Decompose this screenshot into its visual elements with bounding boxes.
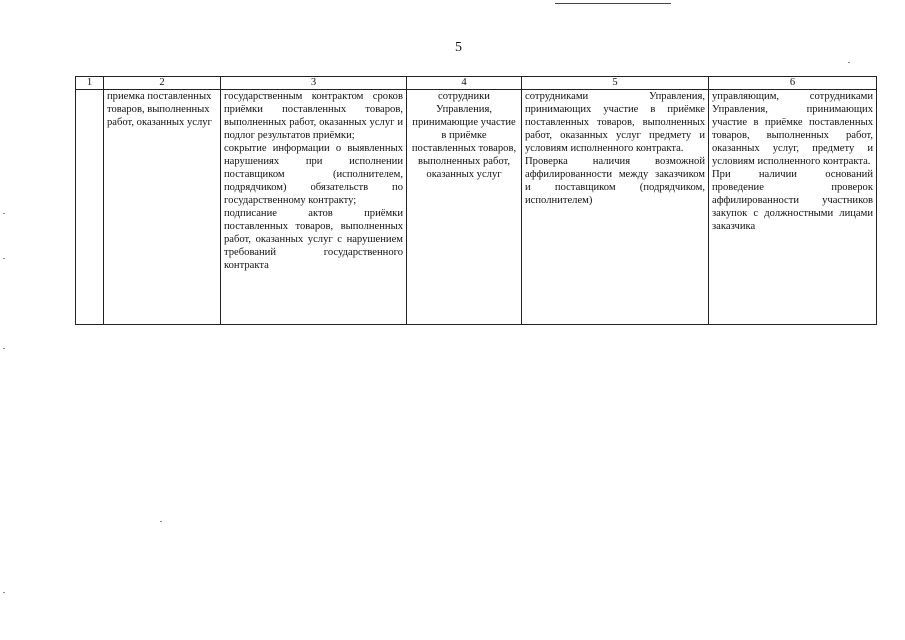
cell-number (76, 90, 104, 325)
measure-item: При наличии оснований проведение проверок аффилированности участников закупок с должностными лицами заказчика (712, 169, 873, 232)
top-rule (555, 3, 671, 4)
scan-speck (3, 348, 5, 349)
scan-speck (3, 258, 5, 259)
header-cell-2: 2 (104, 77, 221, 90)
scan-speck (3, 592, 5, 593)
measure-item: управляющим, сотрудниками Управления, принимающих участие в приёмке поставленных товаров, выполненных работ, оказанных услуг, предмету и условиям исполненного контракта. (712, 91, 873, 167)
table-row (76, 90, 877, 325)
risk-item: сокрытие информации о выявленных нарушениях при исполнении поставщиком (исполнителем, подрядчиком) обязательств по государственному контракту; (224, 143, 403, 206)
table-header-row (76, 77, 877, 90)
risk-item: государственным контрактом сроков приёмки поставленных товаров, выполненных работ, оказанных услуг и подлог результатов приёмки; (224, 91, 403, 141)
scan-speck (3, 213, 5, 214)
scan-speck (848, 62, 850, 63)
cell-officials (407, 90, 522, 325)
cell-risks (221, 90, 407, 325)
header-cell-3: 3 (221, 77, 407, 90)
risk-item: подписание актов приёмки поставленных товаров, выполненных работ, оказанных услуг с нарушением требований государственного контракта (224, 208, 403, 271)
control-item: сотрудниками Управления, принимающих участие в приёмке поставленных товаров, выполненных работ, оказанных услуг предмету и условиям исполненного контракта. (525, 91, 705, 154)
cell-measures (709, 90, 877, 325)
measures-table (75, 76, 877, 325)
cell-control (522, 90, 709, 325)
header-cell-6: 6 (709, 77, 877, 90)
header-cell-4: 4 (407, 77, 522, 90)
scan-speck (160, 521, 162, 522)
officials-text: сотрудники Управления, принимающие участие в приёмке поставленных товаров, выполненных работ, оказанных услуг (411, 91, 517, 180)
cell-procedure (104, 90, 221, 325)
page-number: 5 (455, 40, 462, 55)
procedure-text: приемка поставленных товаров, выполненных работ, оказанных услуг (107, 91, 212, 128)
header-cell-5: 5 (522, 77, 709, 90)
control-item: Проверка наличия возможной аффилированности между заказчиком и поставщиком (подрядчиком, исполнителем) (525, 156, 705, 206)
header-cell-1: 1 (76, 77, 104, 90)
